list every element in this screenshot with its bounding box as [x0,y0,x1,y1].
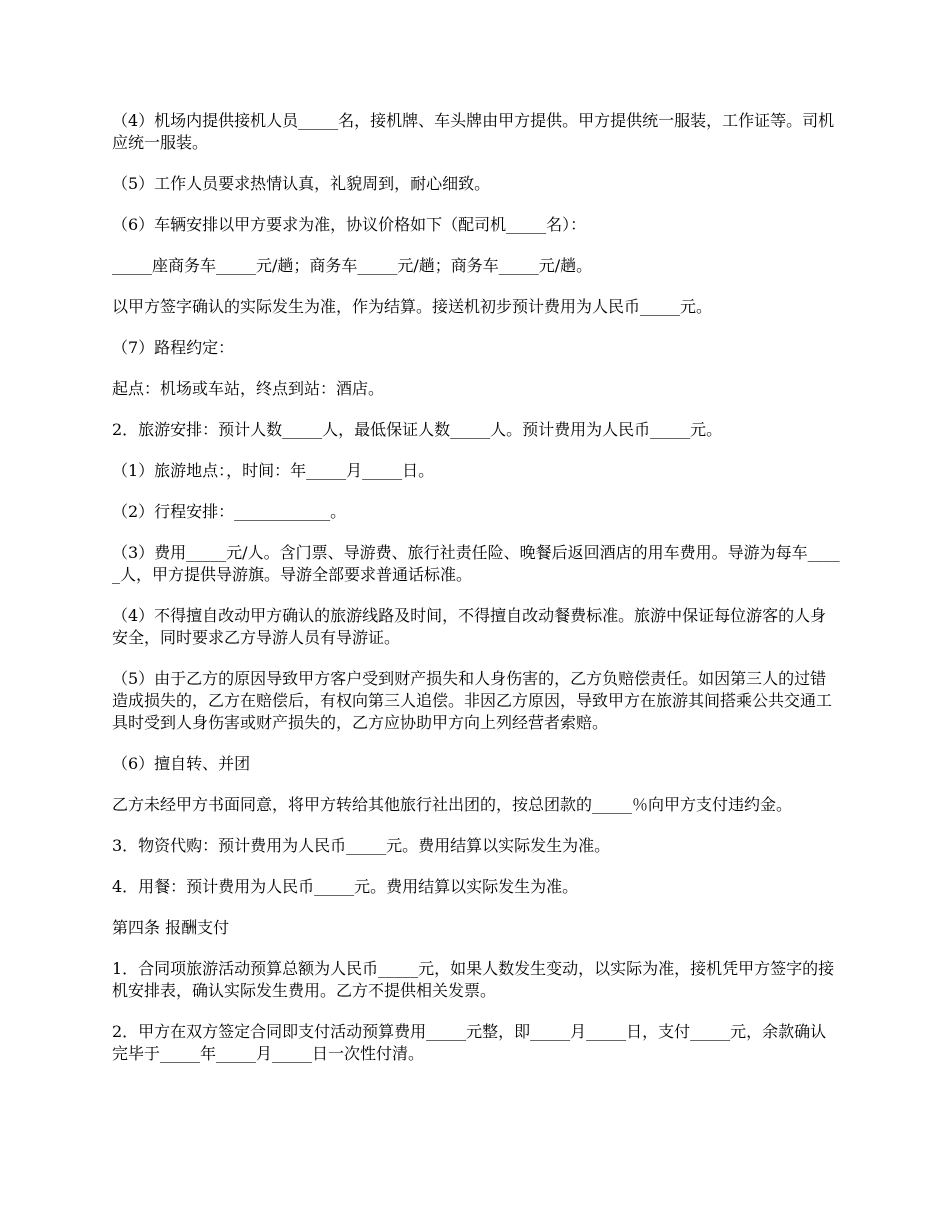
paragraph-route-heading: （7）路程约定： [112,338,235,357]
paragraph-vehicle-arrangement: （6）车辆安排以甲方要求为准，协议价格如下（配司机_____名）： [112,215,587,234]
paragraph-budget-total: 1．合同项旅游活动预算总额为人民币_____元，如果人数发生变动，以实际为准，接机凭甲方签字的接机安排表，确认实际发生费用。乙方不提供相关发票。 [112,959,835,1000]
paragraph-payment-schedule: 2．甲方在双方签定合同即支付活动预算费用_____元整，即_____月_____日，支付_____元，余款确认完毕于_____年_____月_____日一次性付清。 [112,1022,827,1063]
paragraph-tour-fee: （3）费用_____元/人。含门票、导游费、旅行社责任险、晚餐后返回酒店的用车费用。导游为每车_____人，甲方提供导游旗。导游全部要求普通话标准。 [112,543,840,584]
paragraph-tour-arrangement: 2．旅游安排：预计人数_____人，最低保证人数_____人。预计费用为人民币_____元。 [112,420,723,439]
paragraph-staff-attitude: （5）工作人员要求热情认真，礼貌周到，耐心细致。 [112,174,491,193]
paragraph-airport-staff: （4）机场内提供接机人员_____名，接机牌、车头牌由甲方提供。甲方提供统一服装，工作证等。司机应统一服装。 [112,111,835,152]
paragraph-itinerary: （2）行程安排：____________。 [112,502,347,521]
document-page [112,110,840,1084]
paragraph-liability: （5）由于乙方的原因导致甲方客户受到财产损失和人身伤害的，乙方负赔偿责任。如因第三人的过错造成损失的，乙方在赔偿后，有权向第三人追偿。非因乙方原因，导致甲方在旅游其间搭乘公共交通工具时受到人身伤害或财产损失的，乙方应协助甲方向上列经营者索赔。 [112,669,833,732]
paragraph-vehicle-prices: _____座商务车_____元/趟；商务车_____元/趟；商务车_____元/趟。 [112,256,593,275]
paragraph-route-change: （4）不得擅自改动甲方确认的旅游线路及时间，不得擅自改动餐费标准。旅游中保证每位游客的人身安全，同时要求乙方导游人员有导游证。 [112,606,827,647]
paragraph-transfer-penalty: 乙方未经甲方书面同意，将甲方转给其他旅行社出团的，按总团款的_____％向甲方支付违约金。 [112,795,793,814]
section-heading-article-four: 第四条 报酬支付 [112,918,230,937]
paragraph-settlement: 以甲方签字确认的实际发生为准，作为结算。接送机初步预计费用为人民币_____元。 [112,297,713,316]
paragraph-transfer-heading: （6）擅自转、并团 [112,754,251,773]
paragraph-route-detail: 起点：机场或车站，终点到站：酒店。 [112,379,385,398]
paragraph-tour-location: （1）旅游地点：，时间：年_____月_____日。 [112,461,435,480]
paragraph-meals: 4．用餐：预计费用为人民币_____元。费用结算以实际发生为准。 [112,877,579,896]
paragraph-purchasing: 3．物资代购：预计费用为人民币_____元。费用结算以实际发生为准。 [112,836,611,855]
